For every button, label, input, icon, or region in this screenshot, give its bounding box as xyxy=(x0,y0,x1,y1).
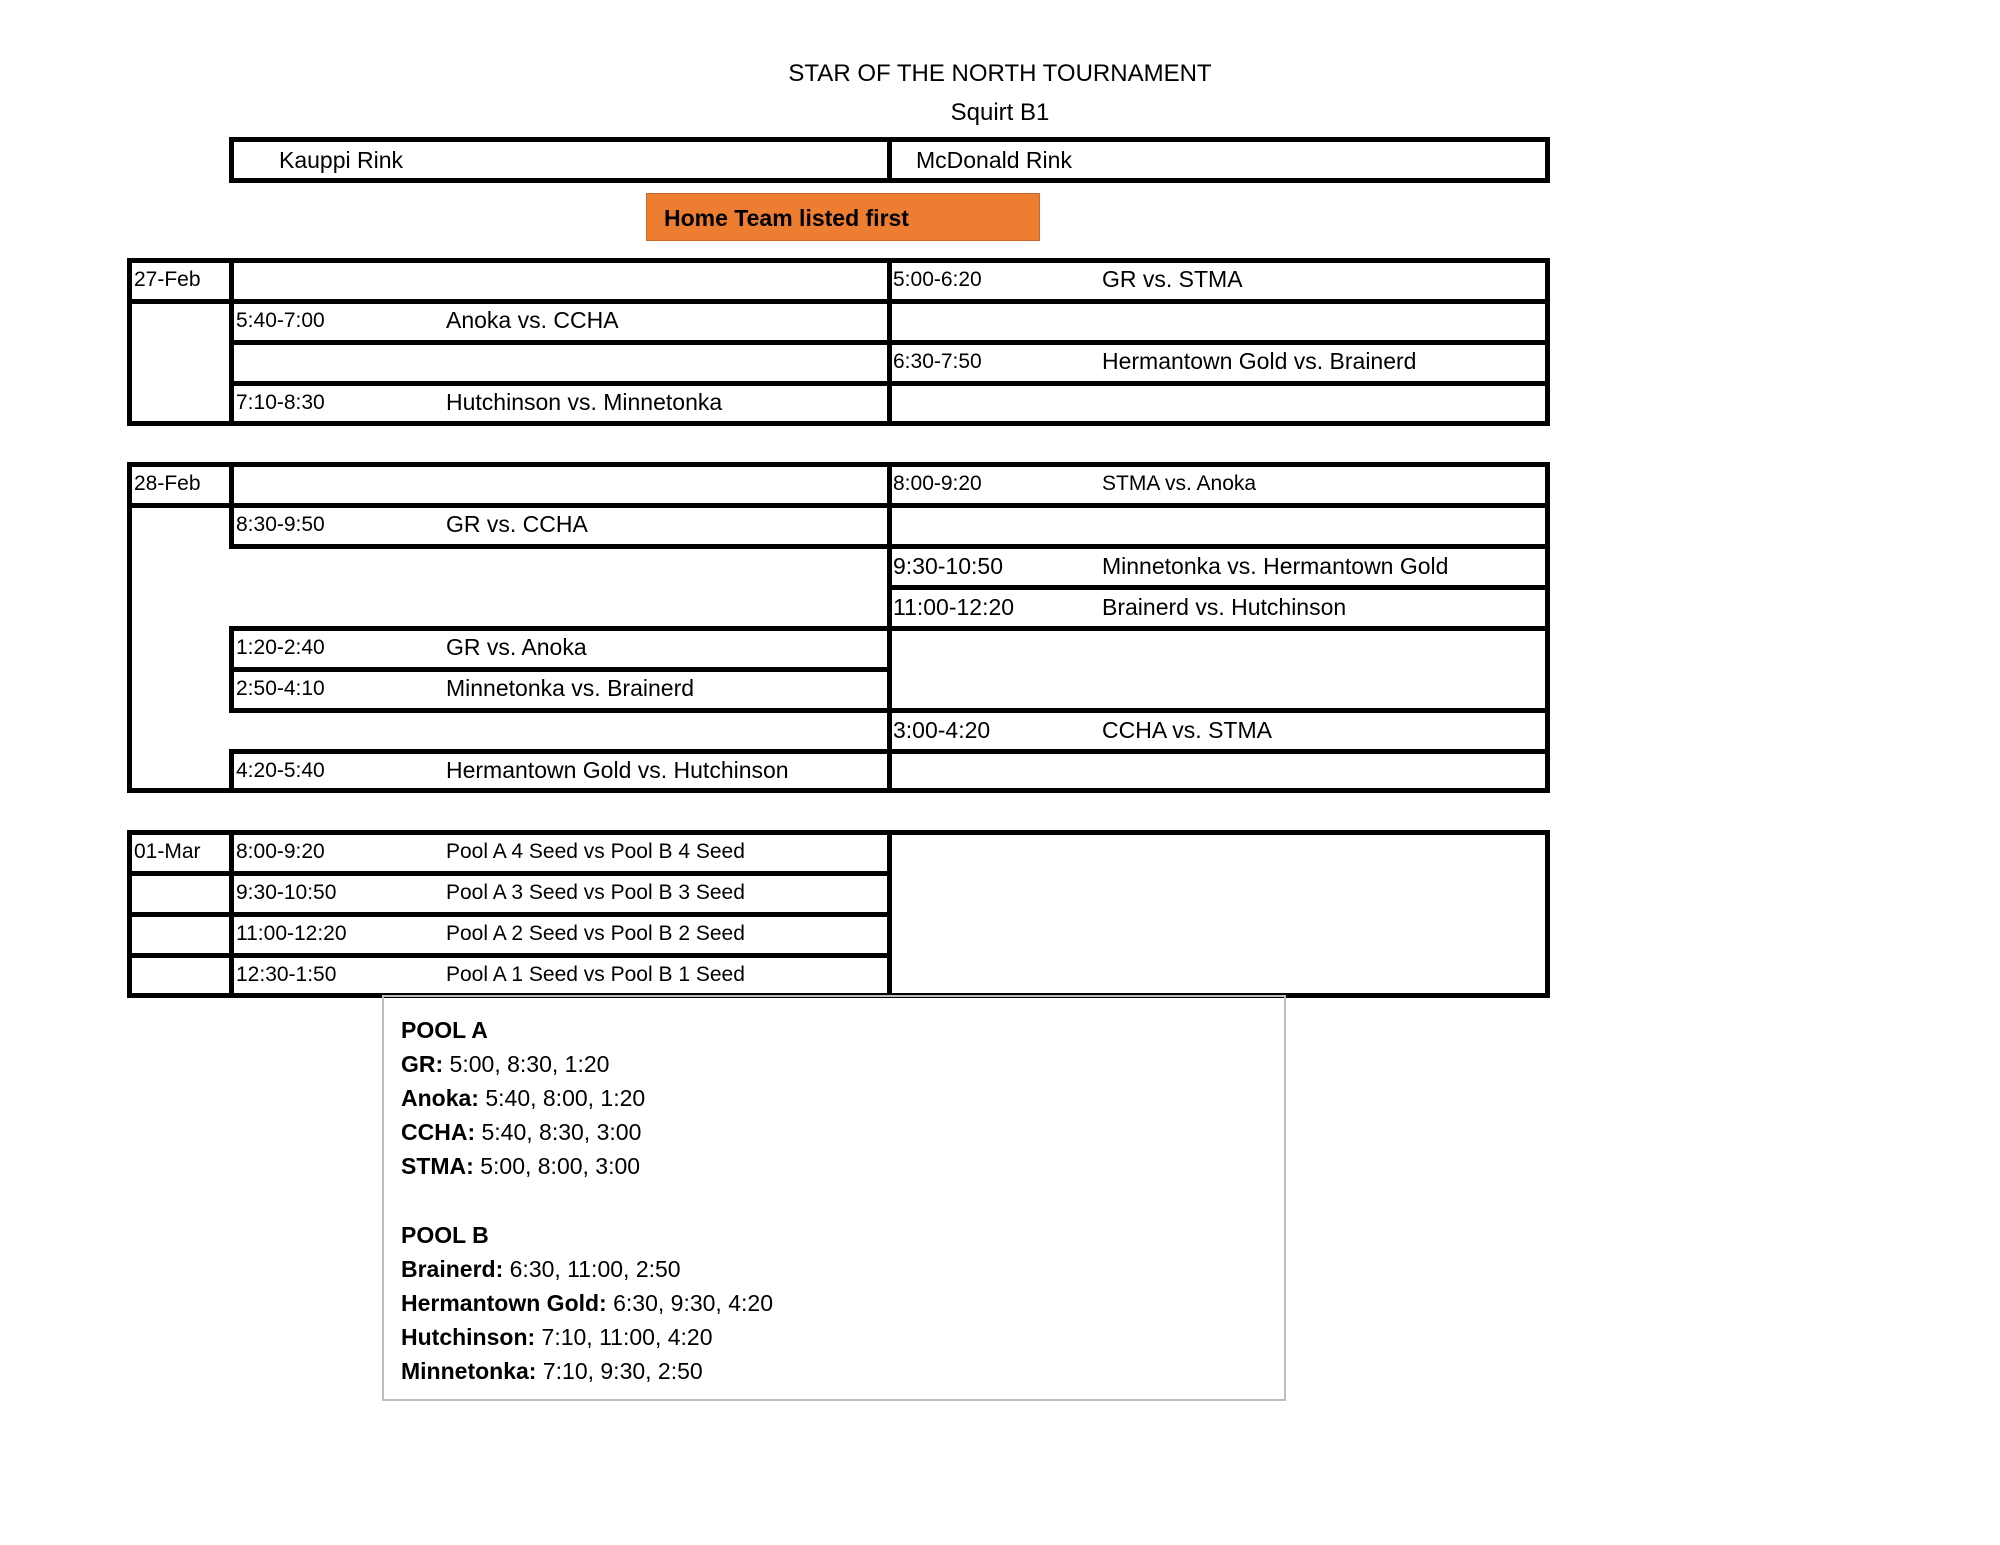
game-matchup: Minnetonka vs. Hermantown Gold xyxy=(1102,553,1449,579)
day1-row-line xyxy=(229,381,1550,386)
pool-team: Minnetonka: 7:10, 9:30, 2:50 xyxy=(401,1358,703,1384)
division-subtitle: Squirt B1 xyxy=(950,99,1050,126)
game-matchup: Pool A 1 Seed vs Pool B 1 Seed xyxy=(446,963,745,986)
day2-row-line xyxy=(887,708,1550,713)
pools-box xyxy=(382,995,1286,1401)
game-time: 8:00-9:20 xyxy=(893,472,982,495)
page-title: STAR OF THE NORTH TOURNAMENT xyxy=(788,60,1212,87)
game-matchup: Hermantown Gold vs. Brainerd xyxy=(1102,348,1417,374)
day3-row-line xyxy=(127,953,892,958)
game-time: 7:10-8:30 xyxy=(236,391,325,414)
pool-team: GR: 5:00, 8:30, 1:20 xyxy=(401,1051,610,1077)
game-matchup: Brainerd vs. Hutchinson xyxy=(1102,594,1347,620)
pool-b-heading: POOL B xyxy=(401,1222,489,1248)
pool-team: Brainerd: 6:30, 11:00, 2:50 xyxy=(401,1256,681,1282)
rink-mcdonald: McDonald Rink xyxy=(916,147,1072,173)
day2-row-line xyxy=(887,585,1550,590)
game-time: 4:20-5:40 xyxy=(236,759,325,782)
date-label: 01-Mar xyxy=(134,840,201,863)
game-time: 9:30-10:50 xyxy=(236,881,337,904)
rink-kauppi: Kauppi Rink xyxy=(279,147,404,173)
day2-row-line xyxy=(229,667,892,672)
game-time: 3:00-4:20 xyxy=(893,717,991,743)
game-time: 5:00-6:20 xyxy=(893,268,982,291)
game-matchup: Hermantown Gold vs. Hutchinson xyxy=(446,757,789,783)
game-matchup: GR vs. Anoka xyxy=(446,634,587,660)
pool-team: Hermantown Gold: 6:30, 9:30, 4:20 xyxy=(401,1290,773,1316)
pool-team: CCHA: 5:40, 8:30, 3:00 xyxy=(401,1119,642,1145)
game-matchup: Minnetonka vs. Brainerd xyxy=(446,675,695,701)
game-matchup: STMA vs. Anoka xyxy=(1102,472,1257,495)
game-time: 8:00-9:20 xyxy=(236,840,325,863)
game-time: 11:00-12:20 xyxy=(893,594,1015,620)
pool-team: Hutchinson: 7:10, 11:00, 4:20 xyxy=(401,1324,713,1350)
day1-row-line xyxy=(127,299,1550,304)
game-time: 5:40-7:00 xyxy=(236,309,325,332)
game-time: 1:20-2:40 xyxy=(236,636,325,659)
pool-a-heading: POOL A xyxy=(401,1017,488,1043)
day2-date-divider xyxy=(229,462,234,508)
pool-team: STMA: 5:00, 8:00, 3:00 xyxy=(401,1153,641,1179)
home-team-note xyxy=(646,193,1040,241)
date-label: 28-Feb xyxy=(134,472,201,495)
day3-row-line xyxy=(127,912,892,917)
day3-row-line xyxy=(127,871,892,876)
game-matchup: GR vs. CCHA xyxy=(446,511,588,537)
day1-row-line xyxy=(229,340,1550,345)
game-matchup: Hutchinson vs. Minnetonka xyxy=(446,389,723,415)
day2-row-line xyxy=(887,626,1550,631)
game-matchup: Anoka vs. CCHA xyxy=(446,307,619,333)
game-time: 11:00-12:20 xyxy=(236,922,347,945)
game-time: 12:30-1:50 xyxy=(236,963,337,986)
game-matchup: Pool A 2 Seed vs Pool B 2 Seed xyxy=(446,922,745,945)
day2-row-line xyxy=(887,749,1550,754)
pool-team: Anoka: 5:40, 8:00, 1:20 xyxy=(401,1085,646,1111)
game-time: 8:30-9:50 xyxy=(236,513,325,536)
game-matchup: Pool A 4 Seed vs Pool B 4 Seed xyxy=(446,840,745,863)
game-matchup: GR vs. STMA xyxy=(1102,266,1243,292)
day2-row-line xyxy=(887,544,1550,549)
game-time: 9:30-10:50 xyxy=(893,553,1003,579)
game-matchup: CCHA vs. STMA xyxy=(1102,717,1272,743)
game-time: 2:50-4:10 xyxy=(236,677,325,700)
game-matchup: Pool A 3 Seed vs Pool B 3 Seed xyxy=(446,881,745,904)
home-team-note-text: Home Team listed first xyxy=(664,205,909,231)
date-label: 27-Feb xyxy=(134,268,201,291)
game-time: 6:30-7:50 xyxy=(893,350,982,373)
rink-divider xyxy=(887,137,892,183)
